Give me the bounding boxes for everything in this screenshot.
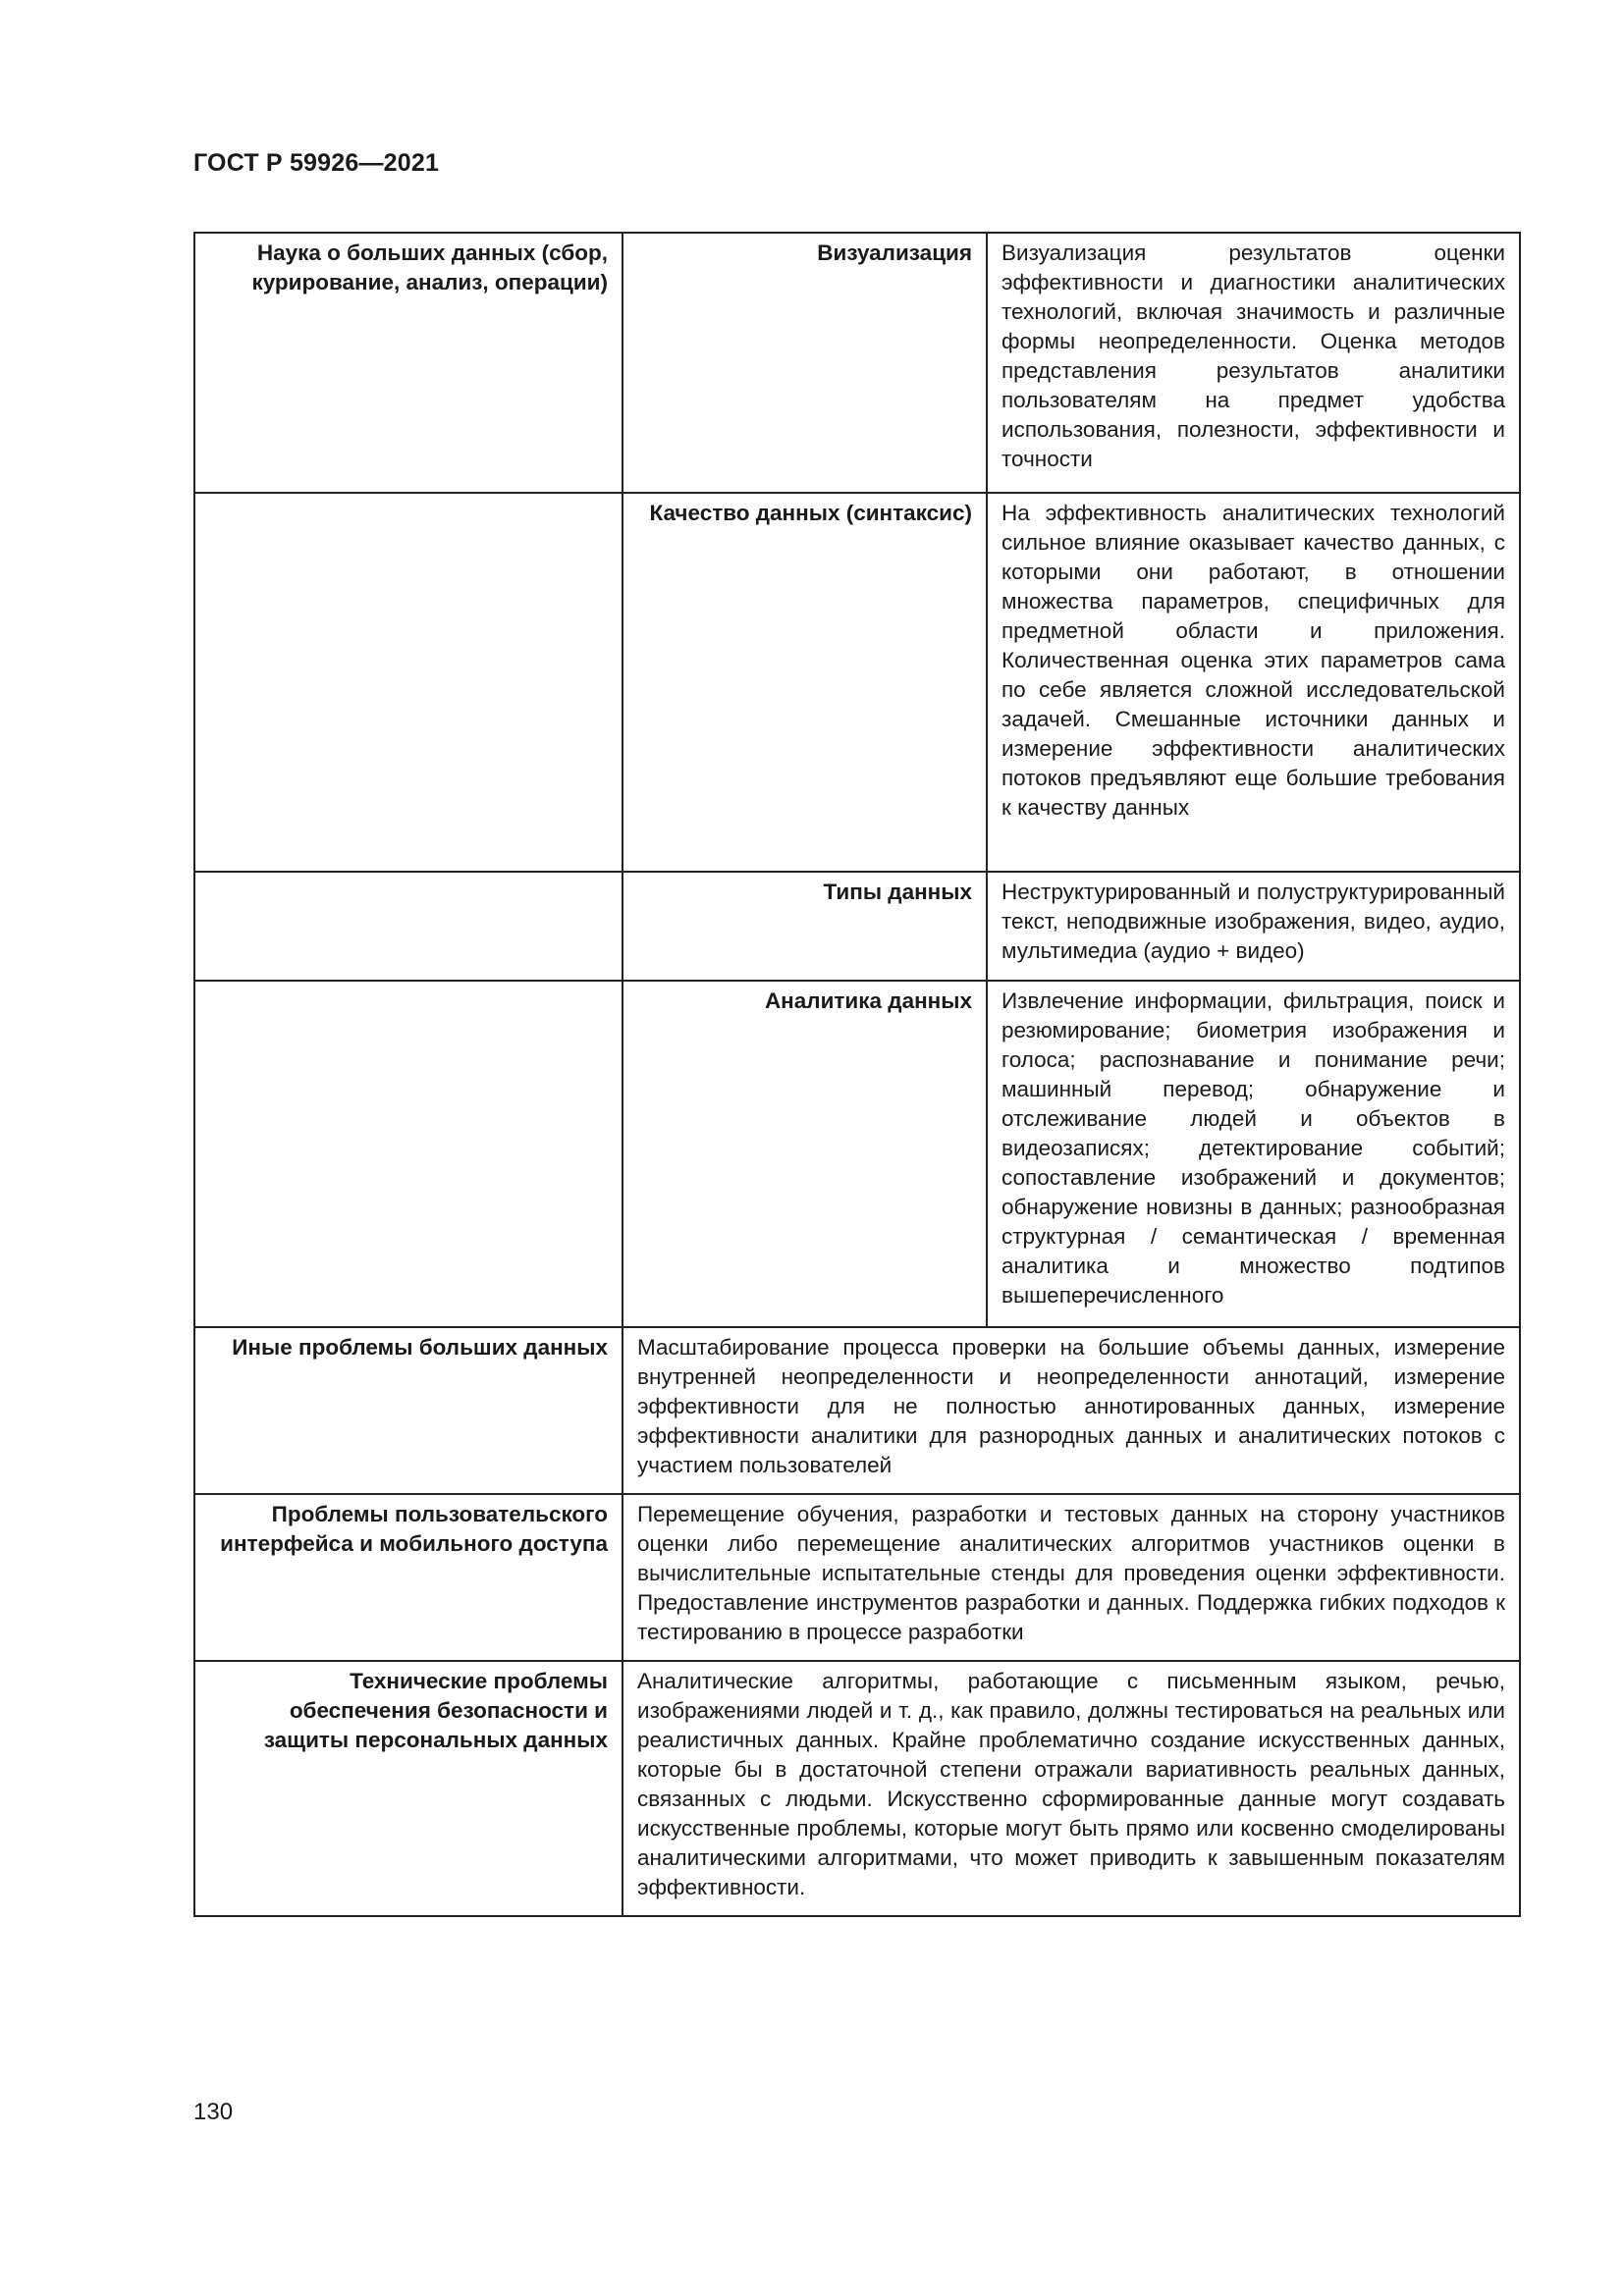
table-row [194, 1327, 1520, 1494]
table-row [194, 872, 1520, 981]
subcategory-text: Неструктурированный и полуструктурированный текст, неподвижные изображения, видео, аудио, мультимедиа (аудио + видео) [987, 872, 1520, 981]
document-header: ГОСТ Р 59926—2021 [193, 149, 440, 177]
category-continuation [194, 981, 623, 1327]
row-text: Аналитические алгоритмы, работающие с письменным языком, речью, изображениями людей и т. д., как правило, должны тестироваться на реальных или реалистичных данных. Крайне проблематично создание искусственных данных, которые бы в достаточной степени отражали вариативность реальных данных, связанных с людьми. Искусственно сформированные данные могут создавать искусственные проблемы, которые могут быть прямо или косвенно смоделированы аналитическими алгоритмами, что может приводить к завышенным показателям эффективности. [623, 1661, 1520, 1916]
subcategory-text: Визуализация результатов оценки эффективности и диагностики аналитических технологий, включая значимость и различные формы неопределенности. Оценка методов представления результатов аналитики пользователям на предмет удобства использования, полезности, эффективности и точности [987, 233, 1520, 493]
table-row [194, 1494, 1520, 1661]
subcategory-label: Качество данных (синтаксис) [623, 493, 987, 872]
row-text: Перемещение обучения, разработки и тестовых данных на сторону участников оценки либо перемещение аналитических алгоритмов участников оценки в вычислительные испытательные стенды для проведения оценки эффективности. Предоставление инструментов разработки и данных. Поддержка гибких подходов к тестированию в процессе разработки [623, 1494, 1520, 1661]
subcategory-label: Визуализация [623, 233, 987, 493]
table-row [194, 981, 1520, 1327]
row-label: Иные проблемы больших данных [194, 1327, 623, 1494]
row-text: Масштабирование процесса проверки на большие объемы данных, измерение внутренней неопределенности и неопределенности аннотаций, измерение эффективности для не полностью аннотированных данных, измерение эффективности аналитики для разнородных данных и аналитических потоков с участием пользователей [623, 1327, 1520, 1494]
row-label: Технические проблемы обеспечения безопасности и защиты персональных данных [194, 1661, 623, 1916]
category-continuation [194, 493, 623, 872]
requirements-table [193, 232, 1521, 1917]
subcategory-text: Извлечение информации, фильтрация, поиск и резюмирование; биометрия изображения и голоса; распознавание и понимание речи; машинный перевод; обнаружение и отслеживание людей и объектов в видеозаписях; детектирование событий; сопоставление изображений и документов; обнаружение новизны в данных; разнообразная структурная / семантическая / временная аналитика и множество подтипов вышеперечисленного [987, 981, 1520, 1327]
category-label: Наука о больших данных (сбор, курирование, анализ, операции) [194, 233, 623, 493]
table-row [194, 233, 1520, 493]
subcategory-label: Типы данных [623, 872, 987, 981]
page-number: 130 [193, 2099, 234, 2125]
table-row [194, 1661, 1520, 1916]
subcategory-label: Аналитика данных [623, 981, 987, 1327]
row-label: Проблемы пользовательского интерфейса и мобильного доступа [194, 1494, 623, 1661]
category-continuation [194, 872, 623, 981]
table-row [194, 493, 1520, 872]
subcategory-text: На эффективность аналитических технологий сильное влияние оказывает качество данных, с которыми они работают, в отношении множества параметров, специфичных для предметной области и приложения. Количественная оценка этих параметров сама по себе является сложной исследовательской задачей. Смешанные источники данных и измерение эффективности аналитических потоков предъявляют еще большие требования к качеству данных [987, 493, 1520, 872]
